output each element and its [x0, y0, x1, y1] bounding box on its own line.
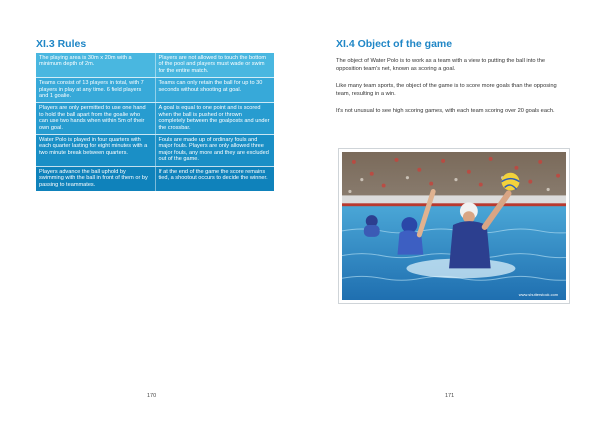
photo-credit: www.shutterstock.com: [518, 292, 559, 298]
section-title-object: XI.4 Object of the game: [336, 38, 453, 50]
rules-cell: A goal is equal to one point and is scored when the ball is pushed or thrown completely between the goalposts and under the crossbar.: [155, 103, 274, 135]
paragraph-1: The object of Water Polo is to work as a team with a view to putting the ball into the opposition team's net, known as scoring a goal.: [336, 58, 546, 72]
water-polo-photo: [338, 148, 570, 304]
section-title-rules: XI.3 Rules: [36, 38, 87, 50]
rules-row: [36, 78, 274, 103]
rules-cell: If at the end of the game the score remains tied, a shootout occurs to decide the winner.: [155, 166, 274, 191]
paragraph-3: It's not unusual to see high scoring games, with each team scoring over 20 goals each.: [336, 108, 555, 114]
rules-row: [36, 135, 274, 167]
rules-cell: Teams can only retain the ball for up to 30 seconds without shooting at goal.: [155, 78, 274, 103]
right-page: [300, 0, 600, 424]
page-number-left: 170: [147, 393, 157, 399]
page-number-right: 171: [445, 393, 455, 399]
paragraph-2: Like many team sports, the object of the game is to score more goals than the opposing team, resulting in a win.: [336, 83, 557, 97]
rules-cell: Teams consist of 13 players in total, with 7 players in play at any time. 6 field players and 1 goalie.: [36, 78, 155, 103]
rules-cell: Players advance the ball uphold by swimming with the ball in front of them or by passing to teammates.: [36, 166, 155, 191]
rules-cell: Fouls are made up of ordinary fouls and major fouls. Players are only allowed three major fouls, any more and they are excluded out of the game.: [155, 135, 274, 167]
rules-row: [36, 53, 274, 78]
rules-table: [36, 53, 274, 191]
rules-cell: Players are only permitted to use one hand to hold the ball apart from the goalie who can use two hands when within 5m of their own goal.: [36, 103, 155, 135]
rules-row: [36, 166, 274, 191]
rules-cell: The playing area is 30m x 20m with a minimum depth of 2m.: [36, 53, 155, 78]
rules-cell: Players are not allowed to touch the bottom of the pool and players must wade or swim for the entire match.: [155, 53, 274, 78]
rules-cell: Water Polo is played in four quarters with each quarter lasting for eight minutes with a two minute break between quarters.: [36, 135, 155, 167]
rules-row: [36, 103, 274, 135]
water-polo-photo-illustration: [342, 152, 566, 300]
